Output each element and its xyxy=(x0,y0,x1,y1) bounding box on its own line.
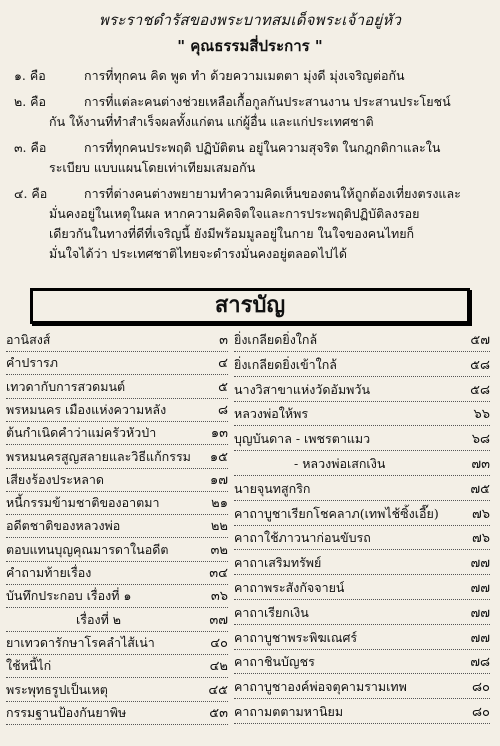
toc-entry-page: ๗๘ xyxy=(470,655,490,671)
toc-entry-page: ๕๓ xyxy=(209,705,228,721)
toc-entry-title: คาถาบูชาองค์พ่อจตุคามรามเทพ xyxy=(234,679,407,695)
virtue-line: มั่นใจได้ว่า ประเทศชาติไทยจะดำรงมั่นคงอยู่ตลอดไปได้ xyxy=(49,246,348,261)
virtue-item xyxy=(14,92,489,132)
toc-entry-title: คาถาบูชาเรียกโชคลาภ(เทพไช้ซิ้งเอี๊ย) xyxy=(234,505,439,521)
virtue-text xyxy=(49,184,489,264)
virtue-number: ๓. คือ xyxy=(14,140,47,155)
toc-entry-title: คาถาใช้ภาวนาก่อนขับรถ xyxy=(234,530,371,546)
toc-entry-title: นายจุนทสูกริก xyxy=(234,480,311,496)
toc-entry[interactable] xyxy=(234,528,490,550)
toc-entry[interactable] xyxy=(6,633,228,655)
toc-entry[interactable] xyxy=(6,470,228,492)
toc-entry-page: ๑๗ xyxy=(209,472,228,488)
toc-entry-title: - หลวงพ่อเสกเงิน xyxy=(294,456,386,471)
toc-entry[interactable] xyxy=(234,652,490,674)
virtue-item xyxy=(14,66,489,86)
toc-entry-title: คาถาเสริมทรัพย์ xyxy=(234,555,322,571)
toc-entry[interactable] xyxy=(234,677,490,699)
toc-entry[interactable] xyxy=(234,355,490,377)
virtue-number: ๑. คือ xyxy=(14,68,46,83)
toc-entry-page: ๗๗ xyxy=(470,630,490,646)
toc-entry-page: ๗๗ xyxy=(470,581,490,596)
virtue-number: ๔. คือ xyxy=(14,186,48,201)
toc-entry-title: กรรมฐานป้องกันยาพิษ xyxy=(6,704,127,720)
toc-entry-page: ๓๔ xyxy=(209,566,228,581)
toc-entry[interactable] xyxy=(6,540,228,562)
toc-entry-title: ยาเทวดารักษาโรคลำไส้เน่า xyxy=(6,634,155,650)
virtue-line: เดียวกันในทางที่ดีที่เจริญนี้ ยังมีพร้อมมูลอยู่ในกาย ในใจของคนไทยก็ xyxy=(49,226,415,241)
virtue-line: การที่ทุกคนประพฤติ ปฏิบัติตน อยู่ในความสุจริต ในกฎกติกาและใน xyxy=(84,140,441,155)
toc-entry-page: ๕๘ xyxy=(470,357,490,373)
virtue-line: ระเบียบ แบบแผนโดยเท่าเทียมเสมอกัน xyxy=(49,160,256,175)
toc-entry-title: คำปรารภ xyxy=(6,355,59,371)
toc-entry-title: หนี้กรรมข้ามชาติของอาตมา xyxy=(6,495,160,511)
toc-entry[interactable] xyxy=(6,656,228,678)
toc-entry[interactable] xyxy=(234,578,490,600)
toc-entry-page: ๗๗ xyxy=(470,605,490,621)
toc-entry-title: เทวดากับการสวดมนต์ xyxy=(6,378,126,394)
toc-entry-page: ๘๐ xyxy=(472,680,490,696)
toc-entry[interactable] xyxy=(6,703,228,725)
toc-entry-page: ๑๕ xyxy=(209,449,228,465)
toc-entry-title: ยิ่งเกลียดยิ่งเข้าใกล้ xyxy=(234,356,337,372)
toc-entry-page: ๗๓ xyxy=(471,457,490,472)
toc-entry[interactable] xyxy=(234,553,490,575)
toc-entry-title: คาถาเรียกเงิน xyxy=(234,604,309,620)
toc-entry-title: คำถามท้ายเรื่อง xyxy=(6,565,92,580)
four-virtues-subtitle: " คุณธรรมสี่ประการ " xyxy=(177,37,323,55)
toc-entry-title: คาถามตตามหานิยม xyxy=(234,704,344,719)
toc-entry-title: คาถาชินบัญชร xyxy=(234,654,315,670)
virtue-line: การที่ต่างคนต่างพยายามทำความคิดเห็นของตนให้ถูกต้องเที่ยงตรงและ xyxy=(84,186,461,201)
toc-entry-page: ๕๗ xyxy=(470,333,490,348)
toc-entry-page: ๓๒ xyxy=(210,542,228,558)
toc-entry-title: เรื่องที่ ๒ xyxy=(76,611,122,627)
toc-entry-title: ตอบแทนบุญคุณมารดาในอดีต xyxy=(6,541,169,557)
toc-entry[interactable] xyxy=(6,680,228,702)
toc-entry-title: ต้นกำเนิดคำว่าแม่ครัวหัวป่า xyxy=(6,425,157,441)
toc-entry[interactable] xyxy=(234,504,490,526)
toc-entry-title: คาถาพระสังกัจจายน์ xyxy=(234,580,345,595)
toc-entry[interactable] xyxy=(6,610,228,632)
toc-entry-page: ๗๗ xyxy=(470,556,490,572)
toc-entry[interactable] xyxy=(6,377,228,399)
toc-entry-page: ๒๒ xyxy=(210,519,228,535)
toc-entry-page: ๗๕ xyxy=(470,481,490,497)
toc-entry-page: ๖๖ xyxy=(473,407,490,423)
toc-entry[interactable] xyxy=(6,563,228,585)
toc-entry[interactable] xyxy=(234,330,490,352)
toc-entry-page: ๓๖ xyxy=(210,589,228,605)
toc-entry-page: ๒๑ xyxy=(211,496,228,512)
toc-entry-title: คาถาบูชาพระพิฆเณศร์ xyxy=(234,629,358,645)
virtue-number: ๒. คือ xyxy=(14,94,47,109)
virtue-line: มั่นคงอยู่ในเหตุในผล หากความคิดจิตใจและการประพฤติปฏิบัติลงรอย xyxy=(49,206,420,221)
virtue-text xyxy=(49,138,489,178)
royal-speech-title: พระราชดำรัสของพระบาทสมเด็จพระเจ้าอยู่หัว xyxy=(98,11,402,29)
toc-entry[interactable] xyxy=(6,447,228,469)
toc-entry[interactable] xyxy=(234,404,490,426)
toc-heading: สารบัญ xyxy=(30,288,470,324)
virtue-text xyxy=(49,92,489,132)
toc-entry[interactable] xyxy=(6,493,228,515)
toc-entry-page: ๘ xyxy=(217,402,228,418)
toc-entry[interactable] xyxy=(234,479,490,501)
toc-entry-page: ๕๘ xyxy=(470,382,490,398)
toc-entry[interactable] xyxy=(234,380,490,402)
toc-entry-title: บันทึกประกอบ เรื่องที่ ๑ xyxy=(6,588,132,604)
virtue-line: การที่ทุกคน คิด พูด ทำ ด้วยความเมตตา มุ่งดี มุ่งเจริญต่อกัน xyxy=(84,68,405,83)
toc-entry-page: ๔๕ xyxy=(208,682,228,698)
toc-entry-page: ๓๗ xyxy=(209,612,228,628)
toc-entry-page: ๓ xyxy=(219,333,228,348)
toc-entry-title: นางวิสาขาแห่งวัดอัมพวัน xyxy=(234,381,370,397)
toc-entry-title: หลวงพ่อให้พร xyxy=(234,406,309,422)
toc-entry-page: ๗๖ xyxy=(471,531,490,547)
virtue-line: การที่แต่ละคนต่างช่วยเหลือเกื้อกูลกันประสานงาน ประสานประโยชน์ xyxy=(84,94,451,109)
toc-entry[interactable] xyxy=(234,702,490,724)
toc-entry-page: ๔๐ xyxy=(210,635,228,651)
toc-entry[interactable] xyxy=(6,330,228,352)
toc-entry-page: ๔ xyxy=(218,356,228,372)
toc-entry-title: บุญบันดาล - เพชรตาแมว xyxy=(234,431,371,447)
toc-entry-page: ๕ xyxy=(218,379,228,395)
toc-entry[interactable] xyxy=(234,454,490,476)
toc-entry[interactable] xyxy=(6,423,228,445)
toc-entry-title: พระพุทธรูปเป็นเหตุ xyxy=(6,681,108,697)
toc-entry-page: ๑๓ xyxy=(210,426,228,442)
toc-entry-title: เสียงร้องประหลาด xyxy=(6,471,105,487)
virtue-item xyxy=(14,138,489,178)
toc-entry-page: ๗๖ xyxy=(471,506,490,522)
virtue-item xyxy=(14,184,489,264)
toc-entry-page: ๔๒ xyxy=(209,659,228,675)
toc-entry[interactable] xyxy=(6,516,228,538)
toc-entry-title: อดีตชาติของหลวงพ่อ xyxy=(6,518,121,534)
toc-entry[interactable] xyxy=(234,603,490,625)
toc-entry[interactable] xyxy=(6,400,228,422)
toc-entry-title: อานิสงส์ xyxy=(6,332,51,347)
toc-entry-title: พรหมนครสูญสลายและวิธีแก้กรรม xyxy=(6,448,191,464)
toc-entry-page: ๘๐ xyxy=(472,705,490,720)
toc-entry-title: ใช้หนี้ไก่ xyxy=(6,658,52,674)
toc-entry[interactable] xyxy=(6,586,228,608)
toc-entry[interactable] xyxy=(234,628,490,650)
toc-entry[interactable] xyxy=(234,429,490,451)
toc-entry[interactable] xyxy=(6,353,228,375)
toc-entry-title: ยิ่งเกลียดยิ่งใกล้ xyxy=(234,332,318,347)
virtue-line: กัน ให้งานที่ทำสำเร็จผลทั้งแก่ตน แก่ผู้อื่น และแก่ประเทศชาติ xyxy=(49,114,374,129)
toc-entry-page: ๖๘ xyxy=(471,432,490,448)
toc-entry-title: พรหมนคร เมืองแห่งความหลัง xyxy=(6,401,167,417)
virtue-text xyxy=(84,66,489,86)
